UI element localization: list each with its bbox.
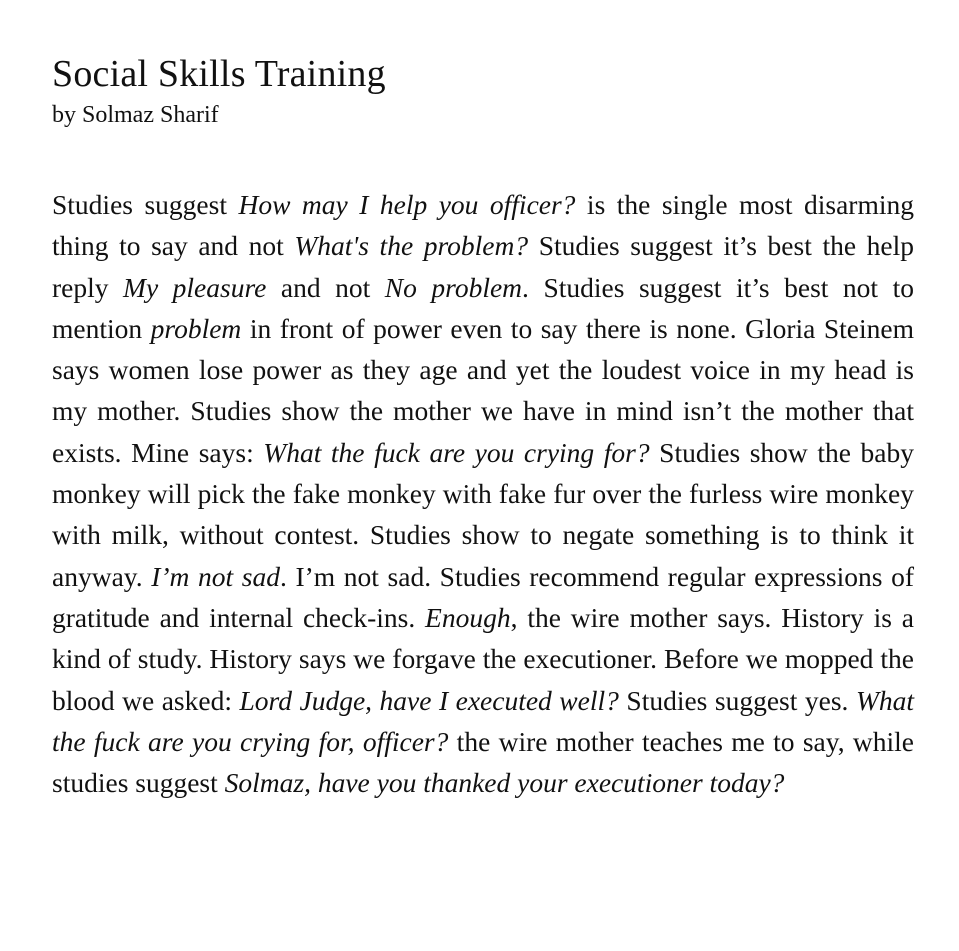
italic-phrase: Lord Judge, have I executed well? (239, 684, 619, 716)
italic-phrase: What the fuck are you crying for? (263, 436, 650, 468)
italic-phrase: What's the problem? (294, 230, 529, 262)
italic-phrase: problem (150, 312, 242, 344)
text-run: Studies suggest yes. (618, 684, 856, 716)
text-run: . I’m not sad. Studies recommend regular expressions of gratitude and internal check-ins. (52, 560, 914, 633)
text-run: Studies show the baby monkey will pick the fake monkey with fake fur over the furless wire monkey with milk, without contest. Studies show to negate something is to think it anyway. (52, 436, 914, 592)
text-run: Studies suggest (52, 189, 239, 220)
italic-phrase: How may I help you officer? (238, 189, 576, 220)
italic-phrase: Enough (425, 601, 511, 633)
italic-phrase: What the fuck are you crying for, officer? (52, 684, 915, 757)
text-run: , the wire mother says. History is a kind of study. History says we forgave the executioner. Before we mopped the blood we asked: (52, 601, 914, 716)
text-run: in front of power even to say there is none. Gloria Steinem says women lose power as they age and yet the loudest voice in my head is my mother. Studies show the mother we have in mind isn’t the mother that exists. Mine says: (52, 312, 914, 468)
poem-body (52, 184, 914, 803)
text-run: the wire mother teaches me to say, while studies suggest (52, 725, 914, 799)
text-run: is the single most disarming thing to say and not (52, 189, 914, 262)
italic-phrase: I’m not sad (151, 560, 280, 592)
text-run: Studies suggest it’s best the help reply (52, 230, 914, 303)
text-run: . Studies suggest it’s best not to mention (52, 271, 914, 344)
document-page (52, 52, 914, 803)
poem-byline: by Solmaz Sharif (52, 102, 219, 128)
poem-title: Social Skills Training (52, 53, 386, 95)
italic-phrase: No problem (384, 271, 523, 303)
text-run: and not (266, 271, 385, 303)
italic-phrase: Solmaz, have you thanked your executioner today? (224, 767, 785, 799)
italic-phrase: My pleasure (123, 271, 267, 303)
